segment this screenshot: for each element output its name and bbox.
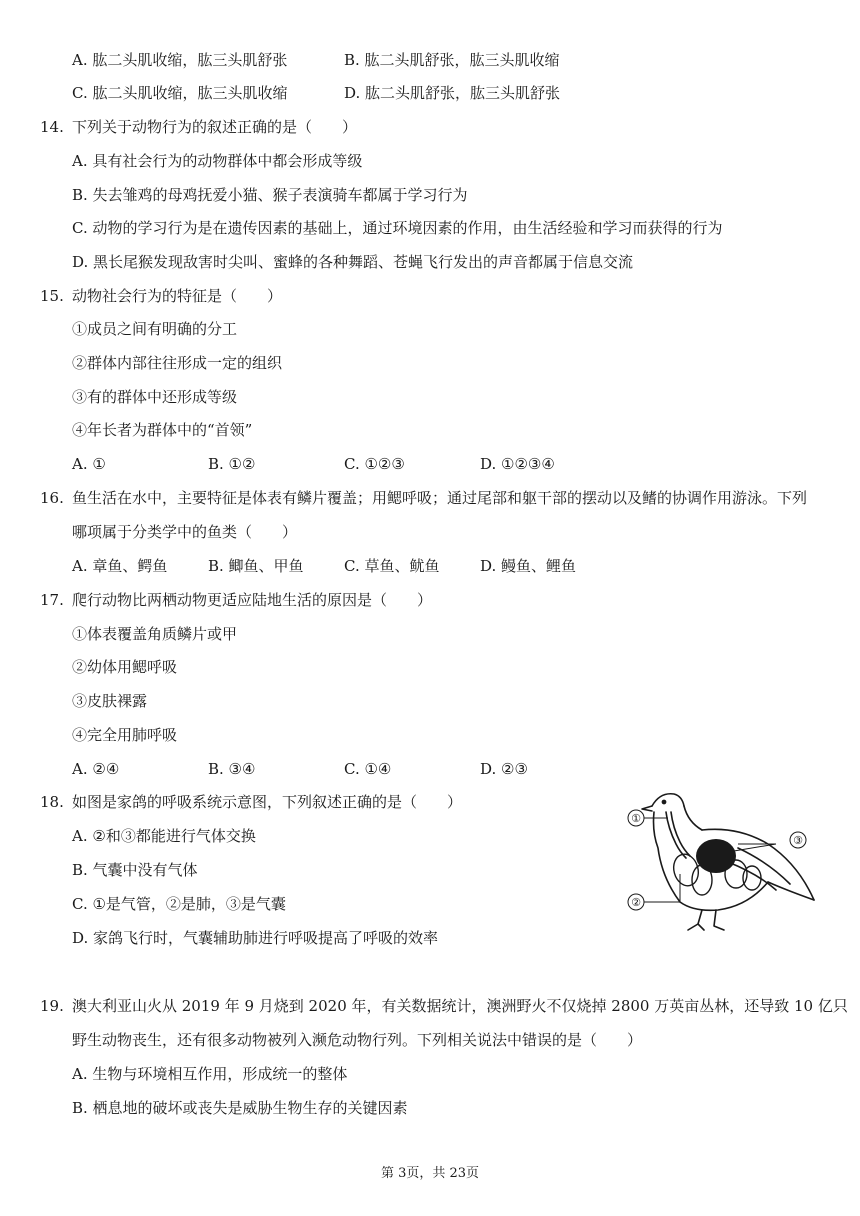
q18-option-d[interactable]: D. 家鸽飞行时，气囊辅助肺进行呼吸提高了呼吸的效率 xyxy=(72,929,439,947)
q15-option-a[interactable]: A. ① xyxy=(72,455,106,473)
q14-option-d[interactable]: D. 黑长尾猴发现敌害时尖叫、蜜蜂的各种舞蹈、苍蝇飞行发出的声音都属于信息交流 xyxy=(72,253,634,271)
q17-option-d[interactable]: D. ②③ xyxy=(480,760,528,778)
q15-statement-1: ①成员之间有明确的分工 xyxy=(72,320,238,338)
q14-option-c[interactable]: C. 动物的学习行为是在遗传因素的基础上，通过环境因素的作用，由生活经验和学习而获得的行为 xyxy=(72,219,723,237)
q15-statement-3: ③有的群体中还形成等级 xyxy=(72,388,238,406)
q15-option-c[interactable]: C. ①②③ xyxy=(344,455,405,473)
q13-option-d[interactable]: D. 肱二头肌舒张，肱三头肌舒张 xyxy=(344,84,561,102)
q16-stem-line1: 鱼生活在水中，主要特征是体表有鳞片覆盖；用鳃呼吸；通过尾部和躯干部的摆动以及鳍的协调作用游泳。下列 xyxy=(72,489,808,507)
q19-option-a[interactable]: A. 生物与环境相互作用，形成统一的整体 xyxy=(72,1065,348,1083)
page-footer: 第 3页，共 23页 xyxy=(380,1166,480,1181)
fig-label-3: ③ xyxy=(793,834,803,847)
q17-statement-3: ③皮肤裸露 xyxy=(72,692,148,710)
q16-option-c[interactable]: C. 草鱼、鱿鱼 xyxy=(344,557,440,575)
q13-option-c[interactable]: C. 肱二头肌收缩，肱三头肌收缩 xyxy=(72,84,288,102)
q16-option-a[interactable]: A. 章鱼、鳄鱼 xyxy=(72,557,168,575)
q15-option-d[interactable]: D. ①②③④ xyxy=(480,455,555,473)
q19-number: 19. xyxy=(40,997,64,1015)
q16-option-d[interactable]: D. 鳗鱼、鲤鱼 xyxy=(480,557,577,575)
pigeon-respiratory-diagram xyxy=(618,778,818,943)
fig-label-1: ① xyxy=(631,812,641,825)
q16-stem-line2: 哪项属于分类学中的鱼类（ ） xyxy=(72,523,298,541)
q14-stem: 下列关于动物行为的叙述正确的是（ ） xyxy=(72,118,358,136)
q15-statement-2: ②群体内部往往形成一定的组织 xyxy=(72,354,283,372)
q18-stem: 如图是家鸽的呼吸系统示意图，下列叙述正确的是（ ） xyxy=(72,793,463,811)
q17-statement-1: ①体表覆盖角质鳞片或甲 xyxy=(72,625,238,643)
q18-option-b[interactable]: B. 气囊中没有气体 xyxy=(72,861,198,879)
q15-stem: 动物社会行为的特征是（ ） xyxy=(72,287,283,305)
q17-option-a[interactable]: A. ②④ xyxy=(72,760,120,778)
q14-option-a[interactable]: A. 具有社会行为的动物群体中都会形成等级 xyxy=(72,152,363,170)
q19-option-b[interactable]: B. 栖息地的破坏或丧失是威胁生物生存的关键因素 xyxy=(72,1099,408,1117)
q16-option-b[interactable]: B. 鲫鱼、甲鱼 xyxy=(208,557,304,575)
q15-statement-4: ④年长者为群体中的“首领” xyxy=(72,421,253,439)
q18-option-c[interactable]: C. ①是气管，②是肺，③是气囊 xyxy=(72,895,286,913)
q13-option-a[interactable]: A. 肱二头肌收缩，肱三头肌舒张 xyxy=(72,51,288,69)
fig-label-2: ② xyxy=(631,896,641,909)
q14-option-b[interactable]: B. 失去雏鸡的母鸡抚爱小猫、猴子表演骑车都属于学习行为 xyxy=(72,186,468,204)
q17-option-c[interactable]: C. ①④ xyxy=(344,760,392,778)
q17-statement-2: ②幼体用鳃呼吸 xyxy=(72,658,178,676)
q14-number: 14. xyxy=(40,118,64,136)
q16-number: 16. xyxy=(40,489,64,507)
q13-option-b[interactable]: B. 肱二头肌舒张，肱三头肌收缩 xyxy=(344,51,560,69)
q15-number: 15. xyxy=(40,287,64,305)
q19-stem-line1: 澳大利亚山火从 2019 年 9 月烧到 2020 年，有关数据统计，澳洲野火不仅烧掉 2800 万英亩丛林，还导致 10 亿只 xyxy=(72,997,848,1015)
q17-number: 17. xyxy=(40,591,64,609)
q18-number: 18. xyxy=(40,793,64,811)
q18-option-a[interactable]: A. ②和③都能进行气体交换 xyxy=(72,827,256,845)
q17-statement-4: ④完全用肺呼吸 xyxy=(72,726,178,744)
pigeon-illustration-icon xyxy=(618,778,818,943)
q17-stem: 爬行动物比两栖动物更适应陆地生活的原因是（ ） xyxy=(72,591,433,609)
q19-stem-line2: 野生动物丧生，还有很多动物被列入濒危动物行列。下列相关说法中错误的是（ ） xyxy=(72,1031,643,1049)
q17-option-b[interactable]: B. ③④ xyxy=(208,760,256,778)
q15-option-b[interactable]: B. ①② xyxy=(208,455,256,473)
